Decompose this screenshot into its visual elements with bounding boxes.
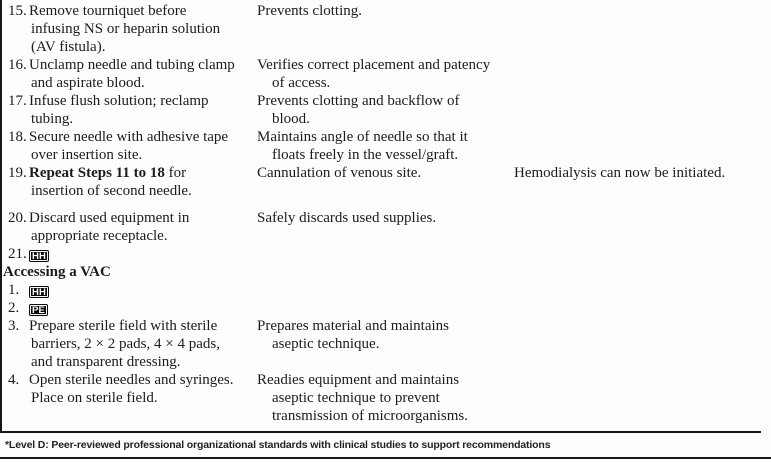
step-row-19	[0, 164, 771, 200]
step-action-text: Open sterile needles and syringes. Place on sterile field.	[29, 372, 234, 406]
step-number: 18.	[8, 129, 27, 145]
vac-step-row-1	[0, 281, 771, 299]
step-rationale-text: Safely discards used supplies.	[257, 210, 437, 226]
step-number: 4.	[8, 372, 20, 388]
step-number: 3.	[8, 318, 20, 334]
step-action-text: Discard used equipment in appropriate receptacle.	[29, 210, 190, 244]
step-number: 16.	[8, 57, 27, 73]
step-rationale-text: Readies equipment and maintains aseptic technique to prevent transmission of microorganisms.	[257, 372, 468, 424]
step-action-text: Secure needle with adhesive tape over insertion site.	[29, 129, 229, 163]
step-number: 19.	[8, 165, 27, 181]
step-rationale-text: Cannulation of venous site.	[257, 165, 422, 181]
vac-step-row-2	[0, 299, 771, 317]
protective-equipment-icon: PE	[29, 304, 48, 316]
vac-step-row-3	[0, 317, 771, 371]
step-action-icons	[29, 245, 257, 263]
step-action-icons	[29, 281, 257, 299]
step-action-text	[29, 164, 257, 200]
step-number: 1.	[8, 282, 20, 298]
step-action-text: insertion of second needle.	[31, 183, 192, 199]
step-row-21	[0, 245, 771, 263]
footnote-bottom-rule	[0, 457, 771, 459]
step-action-text: Infuse flush solution; reclamp tubing.	[29, 93, 209, 127]
step-action-text: Unclamp needle and tubing clamp and aspirate blood.	[29, 57, 235, 91]
section-heading-accessing-a-vac: Accessing a VAC	[3, 264, 111, 280]
hand-hygiene-icon: HH	[29, 250, 49, 262]
vac-step-row-4	[0, 371, 771, 425]
step-rationale-text: Verifies correct placement and patency of access.	[257, 57, 491, 91]
level-d-footnote: *Level D: Peer-reviewed professional organizational standards with clinical studies to support recommendations	[5, 439, 551, 451]
step-row-17	[0, 92, 771, 128]
table-left-border	[0, 0, 2, 433]
step-rationale-text: Prevents clotting and backflow of blood.	[257, 93, 460, 127]
step-action-text: for	[164, 165, 187, 181]
step-note-text: Hemodialysis can now be initiated.	[514, 165, 726, 181]
step-row-18	[0, 128, 771, 164]
hand-hygiene-icon: HH	[29, 286, 49, 298]
step-row-15	[0, 2, 771, 56]
step-rationale-text: Prevents clotting.	[257, 3, 362, 19]
step-rationale-text: Prepares material and maintains aseptic technique.	[257, 318, 450, 352]
step-action-text: Prepare sterile field with sterile barriers, 2 × 2 pads, 4 × 4 pads, and transparent dressing.	[29, 318, 220, 370]
step-row-16	[0, 56, 771, 92]
step-action-icons	[29, 299, 257, 317]
step-action-text: Remove tourniquet before infusing NS or heparin solution (AV fistula).	[29, 3, 221, 55]
step-number: 2.	[8, 300, 20, 316]
bold-step-reference: Repeat Steps 11 to 18	[29, 165, 165, 181]
step-number: 20.	[8, 210, 27, 226]
step-number: 21.	[8, 246, 27, 262]
step-row-20	[0, 209, 771, 245]
step-rationale-text: Maintains angle of needle so that it floats freely in the vessel/graft.	[257, 129, 468, 163]
step-number: 15.	[8, 3, 27, 19]
step-number: 17.	[8, 93, 27, 109]
